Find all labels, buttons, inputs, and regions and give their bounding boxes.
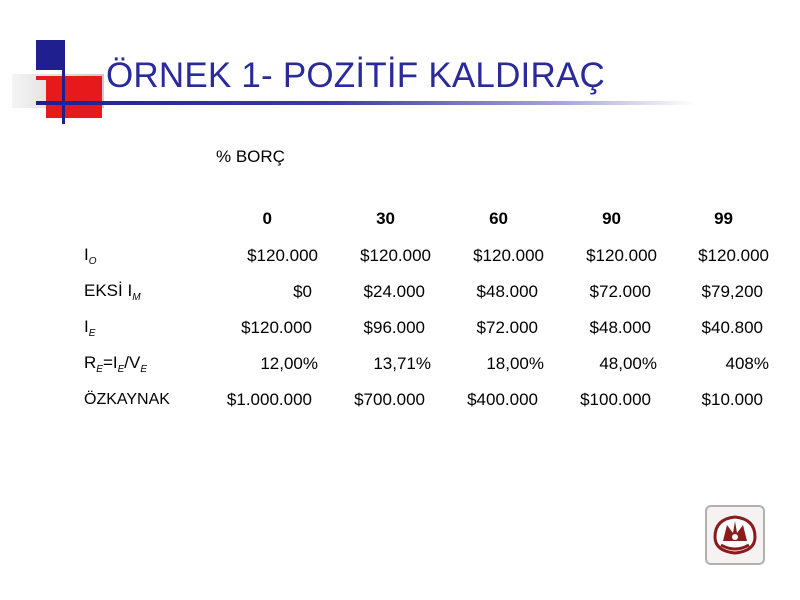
slide-title: ÖRNEK 1- POZİTİF KALDIRAÇ [106,56,605,95]
header-empty-cell [84,200,208,238]
table-cell: 18,00% [486,354,544,373]
table-row [84,310,769,346]
table-cell: $700.000 [354,390,425,409]
table-cell: 13,71% [373,354,431,373]
row-label: $I_O$ [84,245,97,267]
title-underline [36,101,696,105]
table-cell: $40.800 [701,318,763,337]
table-cell: $72.000 [476,318,538,337]
table-cell: $1.000.000 [226,390,312,409]
table-cell: $120.000 [247,246,318,265]
table-cell: $0 [293,282,312,301]
decor-navy-square [36,40,62,70]
table-cell: 408% [725,354,769,373]
table-row [84,382,769,418]
table-cell: $100.000 [580,390,651,409]
table-cell: 12,00% [260,354,318,373]
table-cell: $120.000 [586,246,657,265]
university-seal-icon [705,505,765,565]
column-header: 60 [489,209,508,228]
decor-vertical-line [62,40,65,124]
table-cell: $120.000 [360,246,431,265]
table-cell: $48.000 [589,318,651,337]
column-header: 99 [714,209,733,228]
table-cell: $10.000 [701,390,763,409]
table-cell: $400.000 [467,390,538,409]
table-row [84,238,769,274]
table-cell: $120.000 [473,246,544,265]
table-row [84,274,769,310]
table-cell: $120.000 [241,318,312,337]
table-cell: $120.000 [698,246,769,265]
table-caption: % BORÇ [216,147,285,166]
row-label: $R_E=I_E/V_E$ [84,353,148,375]
decor-red-square [46,76,102,118]
leverage-table [84,200,769,418]
decor-red-strip [36,76,64,80]
column-header: 90 [602,209,621,228]
table-cell: 48,00% [599,354,657,373]
column-header: 30 [376,209,395,228]
row-label: ÖZKAYNAK [84,391,170,408]
row-label: $I_E$ [84,317,96,339]
table-header-row [84,200,769,238]
table-cell: $79,200 [701,282,763,301]
table-row [84,346,769,382]
column-header: 0 [262,209,272,228]
table-cell: $96.000 [363,318,425,337]
table-cell: $48.000 [476,282,538,301]
row-label: EKSİ $I_M$ [84,281,141,303]
table-cell: $72.000 [589,282,651,301]
table-cell: $24.000 [363,282,425,301]
